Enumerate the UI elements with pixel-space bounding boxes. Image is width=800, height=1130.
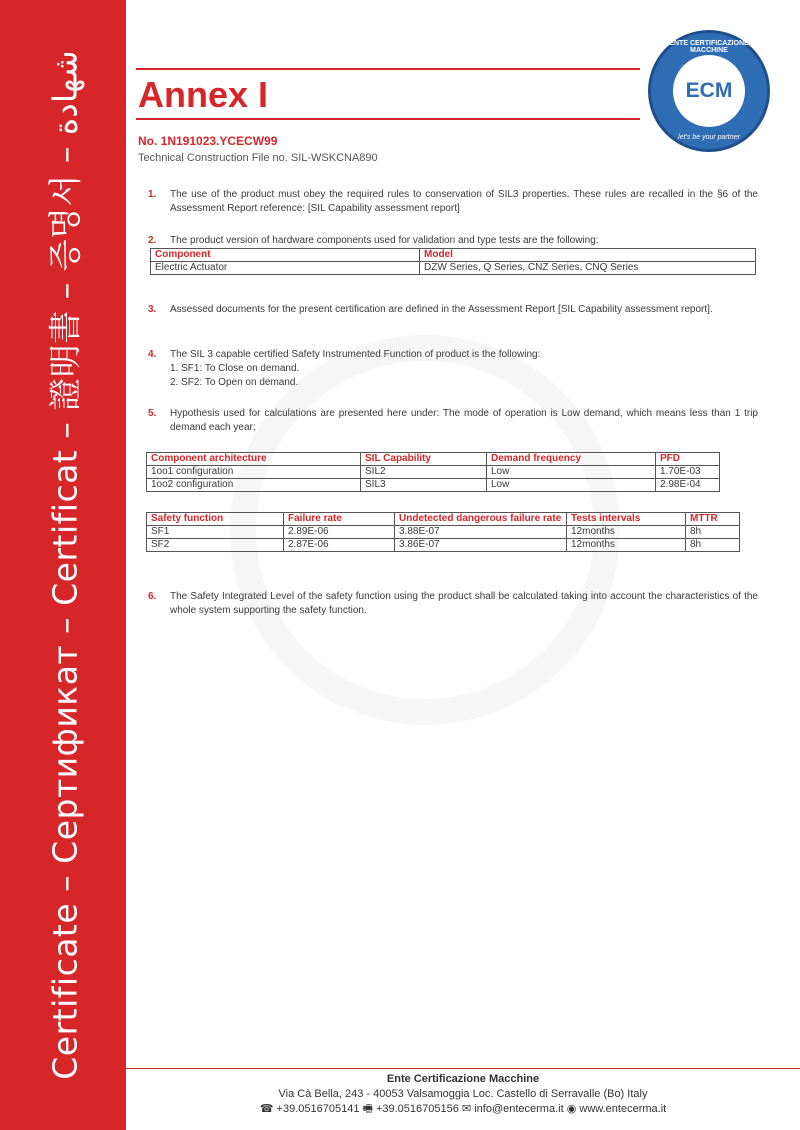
sub-item: 2. SF2: To Open on demand. (170, 377, 299, 388)
item-number: 3. (148, 304, 157, 315)
sub-item: 1. SF1: To Close on demand. (170, 363, 300, 374)
list-item-6 (148, 590, 758, 618)
item-text: Hypothesis used for calculations are presented here under: The mode of operation is Low demand, which means less than 1 trip demand each year; (170, 408, 758, 433)
footer-fax: +39.0516705156 (375, 1103, 459, 1115)
table-cell: Electric Actuator (151, 262, 420, 275)
item-text: The product version of hardware components used for validation and type tests are the following: (170, 235, 599, 246)
item-text: The Safety Integrated Level of the safety function using the product shall be calculated taking into account the characteristics of the whole system supporting the safety function. (170, 591, 758, 616)
table-cell: SF2 (147, 539, 284, 552)
table-header: MTTR (686, 513, 740, 526)
certificate-number: No. 1N191023.YCECW99 (138, 134, 278, 148)
list-item-3 (148, 303, 758, 317)
item-text: Assessed documents for the present certification are defined in the Assessment Report [SIL Capability assessment report]. (170, 304, 713, 315)
item-number: 1. (148, 189, 157, 200)
technical-construction-file: Technical Construction File no. SIL-WSKCNA890 (138, 152, 378, 164)
fax-icon: 🖷 (362, 1103, 373, 1115)
web-icon: ◉ (566, 1103, 577, 1115)
list-item-1 (148, 188, 758, 216)
table-row (147, 466, 720, 479)
seal-bottom-text: let's be your partner (678, 134, 740, 141)
seal-logo-text: ECM (685, 79, 733, 102)
table-header: SIL Capability (361, 453, 487, 466)
components-table (150, 248, 756, 275)
architecture-table (146, 452, 720, 492)
footer-web: www.entecerma.it (579, 1103, 667, 1115)
table-cell: 8h (686, 539, 740, 552)
table-header: Component (151, 249, 420, 262)
ecm-seal-logo (648, 30, 770, 152)
footer-address: Via Cà Bella, 243 - 40053 Valsamoggia Loc. Castello di Serravalle (Bo) Italy (278, 1088, 648, 1100)
table-cell: 3.88E-07 (395, 526, 567, 539)
title-rule-top (136, 68, 640, 70)
table-cell: 3.86E-07 (395, 539, 567, 552)
table-cell: 2.89E-06 (284, 526, 395, 539)
list-item-2 (148, 234, 758, 248)
table-row (147, 539, 740, 552)
footer (126, 1072, 800, 1117)
item-number: 5. (148, 408, 157, 419)
table-row (151, 262, 756, 275)
list-item-5 (148, 407, 758, 435)
table-cell: SIL2 (361, 466, 487, 479)
table-cell: 12months (567, 526, 686, 539)
table-header: Model (420, 249, 756, 262)
footer-phone: +39.0516705141 (276, 1103, 360, 1115)
table-cell: 2.87E-06 (284, 539, 395, 552)
item-text (170, 348, 758, 390)
footer-email: info@entecerma.it (474, 1103, 564, 1115)
list-item-4 (148, 348, 758, 390)
table-cell: SF1 (147, 526, 284, 539)
table-cell: Low (487, 466, 656, 479)
table-cell: 1oo1 configuration (147, 466, 361, 479)
table-row (147, 526, 740, 539)
table-header: Demand frequency (487, 453, 656, 466)
table-cell: 2.98E-04 (656, 479, 720, 492)
table-cell: SIL3 (361, 479, 487, 492)
phone-icon: ☎ (259, 1103, 274, 1115)
table-cell: DZW Series, Q Series, CNZ Series, CNQ Series (420, 262, 756, 275)
footer-organization: Ente Certificazione Macchine (386, 1073, 540, 1085)
footer-rule (126, 1068, 800, 1069)
seal-top-text: ENTE CERTIFICAZIONE MACCHINE (669, 40, 749, 54)
item-number: 6. (148, 591, 157, 602)
table-header: PFD (656, 453, 720, 466)
table-header: Safety function (147, 513, 284, 526)
item-number: 4. (148, 349, 157, 360)
page-title: Annex I (138, 74, 269, 115)
table-cell: 1.70E-03 (656, 466, 720, 479)
table-header: Undetected dangerous failure rate (395, 513, 567, 526)
table-cell: 8h (686, 526, 740, 539)
sidebar-multilingual-text: Certificate – Сертификат – Certificat – 證明書 – 증명서 – شهادة (45, 50, 85, 1080)
item-text-main: The SIL 3 capable certified Safety Instrumented Function of product is the following: (170, 349, 541, 360)
email-icon: ✉ (461, 1103, 472, 1115)
table-cell: 12months (567, 539, 686, 552)
table-header: Component architecture (147, 453, 361, 466)
table-row (147, 479, 720, 492)
safety-function-table (146, 512, 740, 552)
footer-contacts (126, 1102, 800, 1117)
item-number: 2. (148, 235, 157, 246)
table-header: Tests intervals (567, 513, 686, 526)
table-cell: Low (487, 479, 656, 492)
item-text: The use of the product must obey the required rules to conservation of SIL3 properties. These rules are recalled in the §6 of the Assessment Report reference: [SIL Capability assessment report] (170, 189, 758, 214)
certificate-sidebar (0, 0, 126, 1130)
title-rule-bottom (136, 118, 640, 120)
table-header: Failure rate (284, 513, 395, 526)
table-cell: 1oo2 configuration (147, 479, 361, 492)
seal-inner (673, 55, 745, 127)
